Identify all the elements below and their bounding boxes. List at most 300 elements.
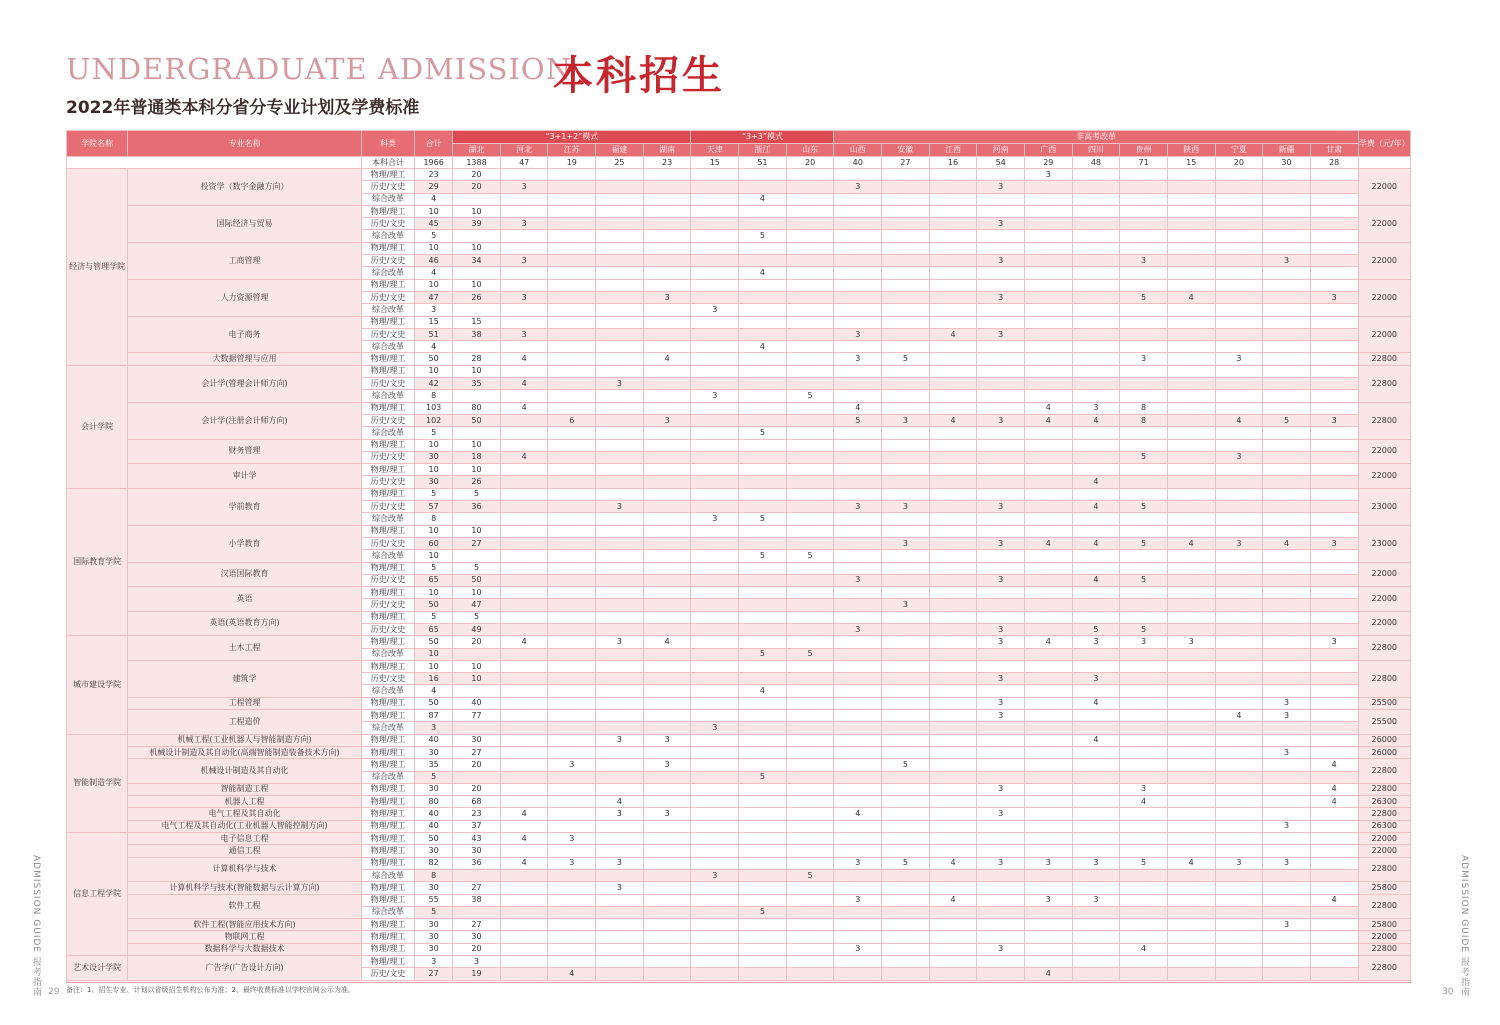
quota-cell <box>1120 869 1168 881</box>
subject-kind: 综合改革 <box>361 304 414 316</box>
subject-kind: 历史/文史 <box>361 181 414 193</box>
quota-cell <box>643 746 691 758</box>
quota-cell <box>548 513 596 525</box>
quota-cell: 20 <box>453 759 501 771</box>
quota-cell <box>1072 513 1120 525</box>
quota-cell <box>786 599 834 611</box>
quota-cell <box>1072 525 1120 537</box>
quota-cell <box>929 427 977 439</box>
quota-cell <box>786 759 834 771</box>
quota-cell <box>739 279 787 291</box>
quota-cell <box>1120 550 1168 562</box>
quota-cell <box>1072 193 1120 205</box>
quota-cell <box>929 931 977 943</box>
tuition-fee: 22800 <box>1358 365 1410 402</box>
quota-cell <box>1310 587 1358 599</box>
quota-cell <box>929 660 977 672</box>
major-name: 小学教育 <box>128 525 362 562</box>
quota-cell <box>548 648 596 660</box>
quota-cell <box>643 464 691 476</box>
quota-cell <box>1120 304 1168 316</box>
quota-cell <box>1072 365 1120 377</box>
major-name: 投资学（数字金融方向） <box>128 169 362 206</box>
quota-cell <box>786 169 834 181</box>
college-name: 城市建设学院 <box>67 636 128 734</box>
row-total: 5 <box>415 230 453 242</box>
quota-cell: 35 <box>453 378 501 390</box>
province-header: 浙江 <box>739 144 787 157</box>
quota-cell <box>1024 685 1072 697</box>
quota-cell <box>977 513 1025 525</box>
quota-cell <box>1263 685 1311 697</box>
table-row <box>67 365 1411 377</box>
table-row <box>67 710 1411 722</box>
quota-cell <box>1072 255 1120 267</box>
quota-cell: 4 <box>500 636 548 648</box>
quota-cell <box>1215 894 1263 906</box>
major-name: 计算机科学与技术(智能数据与云计算方向) <box>128 882 362 894</box>
quota-cell: 3 <box>1120 255 1168 267</box>
quota-cell <box>786 451 834 463</box>
row-total: 50 <box>415 353 453 365</box>
quota-cell: 5 <box>1120 451 1168 463</box>
quota-cell <box>1072 956 1120 968</box>
header-college: 学院名称 <box>67 131 128 157</box>
quota-cell <box>691 882 739 894</box>
quota-cell <box>929 378 977 390</box>
quota-cell: 3 <box>1310 291 1358 303</box>
quota-cell <box>786 943 834 955</box>
quota-cell <box>1263 808 1311 820</box>
quota-cell <box>691 341 739 353</box>
quota-cell <box>500 193 548 205</box>
quota-cell <box>786 230 834 242</box>
quota-cell: 10 <box>453 673 501 685</box>
table-row <box>67 759 1411 771</box>
quota-cell <box>977 562 1025 574</box>
quota-cell <box>643 697 691 709</box>
subject-kind: 物理/理工 <box>361 808 414 820</box>
row-total: 30 <box>415 783 453 795</box>
major-name: 会计学(管理会计师方向) <box>128 365 362 402</box>
quota-cell <box>1167 464 1215 476</box>
quota-cell: 4 <box>929 894 977 906</box>
quota-cell <box>691 857 739 869</box>
quota-cell <box>1310 255 1358 267</box>
quota-cell <box>596 439 644 451</box>
quota-cell <box>643 931 691 943</box>
quota-cell <box>1072 599 1120 611</box>
tuition-fee: 25500 <box>1358 710 1410 735</box>
subject-kind: 物理/理工 <box>361 759 414 771</box>
quota-cell <box>1215 464 1263 476</box>
quota-cell: 3 <box>596 378 644 390</box>
quota-cell: 10 <box>453 205 501 217</box>
quota-cell: 4 <box>1310 894 1358 906</box>
quota-cell <box>786 697 834 709</box>
quota-cell <box>1024 525 1072 537</box>
quota-cell <box>1167 550 1215 562</box>
quota-cell <box>1215 562 1263 574</box>
major-name: 机械设计制造及其自动化(高端智能制造装备技术方向) <box>128 746 362 758</box>
quota-cell: 3 <box>1024 894 1072 906</box>
quota-cell <box>1215 316 1263 328</box>
quota-cell <box>1167 205 1215 217</box>
quota-cell <box>1024 341 1072 353</box>
quota-cell <box>786 660 834 672</box>
summary-label: 本科合计 <box>361 157 414 169</box>
quota-cell <box>691 636 739 648</box>
row-total: 5 <box>415 488 453 500</box>
quota-cell <box>834 931 882 943</box>
quota-cell <box>596 341 644 353</box>
row-total: 47 <box>415 291 453 303</box>
quota-cell <box>1263 169 1311 181</box>
quota-cell <box>739 783 787 795</box>
subject-kind: 综合改革 <box>361 513 414 525</box>
quota-cell <box>739 255 787 267</box>
quota-cell <box>548 623 596 635</box>
quota-cell <box>1310 882 1358 894</box>
quota-cell <box>1263 353 1311 365</box>
quota-cell <box>596 304 644 316</box>
quota-cell <box>691 599 739 611</box>
quota-cell <box>739 623 787 635</box>
quota-cell <box>1310 857 1358 869</box>
quota-cell <box>596 599 644 611</box>
quota-cell <box>882 771 930 783</box>
quota-cell <box>739 316 787 328</box>
quota-cell <box>548 587 596 599</box>
quota-cell <box>500 316 548 328</box>
row-total: 10 <box>415 550 453 562</box>
quota-cell <box>1167 427 1215 439</box>
quota-cell <box>1310 943 1358 955</box>
quota-cell <box>739 353 787 365</box>
quota-cell <box>929 402 977 414</box>
quota-cell <box>882 279 930 291</box>
quota-cell: 15 <box>453 316 501 328</box>
quota-cell <box>882 476 930 488</box>
quota-cell: 5 <box>739 230 787 242</box>
quota-cell <box>1120 808 1168 820</box>
quota-cell <box>1072 550 1120 562</box>
quota-cell <box>882 513 930 525</box>
subject-kind: 历史/文史 <box>361 218 414 230</box>
row-total: 10 <box>415 648 453 660</box>
quota-cell <box>643 673 691 685</box>
quota-cell <box>1167 722 1215 734</box>
quota-cell <box>1263 660 1311 672</box>
quota-cell <box>500 845 548 857</box>
quota-cell <box>739 291 787 303</box>
quota-cell <box>548 537 596 549</box>
quota-cell <box>1167 242 1215 254</box>
quota-cell: 4 <box>500 857 548 869</box>
subject-kind: 综合改革 <box>361 771 414 783</box>
subject-kind: 历史/文史 <box>361 673 414 685</box>
quota-cell <box>548 402 596 414</box>
quota-cell <box>786 205 834 217</box>
quota-cell: 3 <box>643 808 691 820</box>
quota-cell <box>596 488 644 500</box>
quota-cell <box>548 710 596 722</box>
quota-cell <box>882 525 930 537</box>
table-row <box>67 808 1411 820</box>
row-total: 50 <box>415 833 453 845</box>
subject-kind: 历史/文史 <box>361 968 414 980</box>
quota-cell <box>596 390 644 402</box>
quota-cell <box>1120 956 1168 968</box>
subject-kind: 物理/理工 <box>361 943 414 955</box>
quota-cell <box>834 537 882 549</box>
quota-cell <box>786 956 834 968</box>
quota-cell: 5 <box>1120 537 1168 549</box>
quota-cell <box>1167 230 1215 242</box>
quota-cell <box>1215 402 1263 414</box>
quota-cell <box>596 697 644 709</box>
row-total: 4 <box>415 193 453 205</box>
quota-cell <box>739 833 787 845</box>
quota-cell: 3 <box>834 623 882 635</box>
quota-cell <box>1263 562 1311 574</box>
quota-cell: 27 <box>453 537 501 549</box>
quota-cell: 6 <box>548 414 596 426</box>
quota-cell: 50 <box>453 414 501 426</box>
tuition-fee: 22800 <box>1358 857 1410 882</box>
quota-cell <box>786 611 834 623</box>
quota-cell <box>1120 316 1168 328</box>
quota-cell <box>691 956 739 968</box>
quota-cell <box>596 906 644 918</box>
quota-cell <box>548 820 596 832</box>
quota-cell <box>1310 390 1358 402</box>
quota-cell <box>882 328 930 340</box>
quota-cell <box>1167 218 1215 230</box>
quota-cell <box>882 623 930 635</box>
subject-kind: 物理/理工 <box>361 857 414 869</box>
subject-kind: 物理/理工 <box>361 783 414 795</box>
quota-cell <box>1215 931 1263 943</box>
quota-cell <box>500 685 548 697</box>
quota-cell <box>500 587 548 599</box>
quota-cell <box>882 169 930 181</box>
quota-cell <box>500 365 548 377</box>
quota-cell <box>1167 587 1215 599</box>
quota-cell <box>1310 685 1358 697</box>
quota-cell <box>977 169 1025 181</box>
summary-value: 28 <box>1310 157 1358 169</box>
quota-cell <box>1310 734 1358 746</box>
quota-cell: 10 <box>453 587 501 599</box>
quota-cell <box>882 230 930 242</box>
quota-cell <box>977 464 1025 476</box>
quota-cell <box>1024 451 1072 463</box>
quota-cell <box>691 550 739 562</box>
quota-cell: 3 <box>882 599 930 611</box>
subject-kind: 物理/理工 <box>361 734 414 746</box>
quota-cell <box>1120 734 1168 746</box>
quota-cell <box>691 710 739 722</box>
quota-cell <box>1024 476 1072 488</box>
quota-cell <box>643 685 691 697</box>
quota-cell <box>1263 833 1311 845</box>
quota-cell <box>643 476 691 488</box>
row-total: 15 <box>415 316 453 328</box>
quota-cell <box>1024 587 1072 599</box>
quota-cell <box>1263 427 1311 439</box>
quota-cell <box>1024 660 1072 672</box>
quota-cell <box>500 710 548 722</box>
summary-value: 15 <box>1167 157 1215 169</box>
quota-cell <box>643 488 691 500</box>
quota-cell <box>834 833 882 845</box>
quota-cell <box>1263 501 1311 513</box>
quota-cell <box>786 574 834 586</box>
quota-cell <box>1072 943 1120 955</box>
quota-cell: 3 <box>1024 169 1072 181</box>
quota-cell <box>548 808 596 820</box>
quota-cell <box>1024 316 1072 328</box>
quota-cell <box>834 710 882 722</box>
quota-cell: 3 <box>500 218 548 230</box>
quota-cell <box>929 623 977 635</box>
quota-cell <box>786 304 834 316</box>
quota-cell <box>1215 181 1263 193</box>
quota-cell <box>1024 242 1072 254</box>
quota-cell <box>596 230 644 242</box>
tuition-fee: 26000 <box>1358 746 1410 758</box>
quota-cell <box>1215 476 1263 488</box>
quota-cell <box>643 181 691 193</box>
quota-cell <box>1072 341 1120 353</box>
quota-cell <box>548 365 596 377</box>
quota-cell <box>1024 218 1072 230</box>
quota-cell <box>596 611 644 623</box>
tuition-fee: 25500 <box>1358 697 1410 709</box>
subject-kind: 综合改革 <box>361 648 414 660</box>
quota-cell <box>691 279 739 291</box>
quota-cell: 47 <box>453 599 501 611</box>
quota-cell <box>1072 919 1120 931</box>
quota-cell <box>739 611 787 623</box>
quota-cell: 3 <box>1024 857 1072 869</box>
quota-cell <box>643 451 691 463</box>
quota-cell <box>1024 943 1072 955</box>
quota-cell <box>596 365 644 377</box>
quota-cell <box>739 894 787 906</box>
quota-cell <box>1072 808 1120 820</box>
quota-cell <box>1310 956 1358 968</box>
quota-cell <box>1215 746 1263 758</box>
quota-cell <box>1167 685 1215 697</box>
quota-cell <box>1120 427 1168 439</box>
quota-cell: 3 <box>977 537 1025 549</box>
quota-cell <box>691 562 739 574</box>
quota-cell <box>977 931 1025 943</box>
quota-cell: 4 <box>1072 537 1120 549</box>
quota-cell: 4 <box>1215 710 1263 722</box>
quota-cell <box>691 501 739 513</box>
quota-cell <box>1024 882 1072 894</box>
quota-cell <box>1263 267 1311 279</box>
quota-cell <box>1167 181 1215 193</box>
quota-cell <box>643 943 691 955</box>
quota-cell: 19 <box>453 968 501 980</box>
quota-cell <box>596 451 644 463</box>
quota-cell <box>691 353 739 365</box>
quota-cell <box>548 882 596 894</box>
quota-cell <box>1072 968 1120 980</box>
header-major: 专业名称 <box>128 131 362 157</box>
quota-cell <box>548 550 596 562</box>
major-name: 土木工程 <box>128 636 362 661</box>
quota-cell <box>596 427 644 439</box>
quota-cell <box>500 562 548 574</box>
row-total: 65 <box>415 574 453 586</box>
quota-cell <box>977 550 1025 562</box>
quota-cell <box>1215 808 1263 820</box>
quota-cell <box>739 439 787 451</box>
subject-kind: 综合改革 <box>361 390 414 402</box>
quota-cell <box>1120 722 1168 734</box>
province-header: 新疆 <box>1263 144 1311 157</box>
quota-cell <box>786 414 834 426</box>
quota-cell <box>1310 169 1358 181</box>
quota-cell <box>1024 746 1072 758</box>
quota-cell <box>1215 771 1263 783</box>
row-total: 57 <box>415 501 453 513</box>
quota-cell <box>596 820 644 832</box>
quota-cell <box>977 796 1025 808</box>
quota-cell <box>882 291 930 303</box>
quota-cell <box>929 562 977 574</box>
quota-cell: 20 <box>453 783 501 795</box>
province-header: 江苏 <box>548 144 596 157</box>
major-name: 汉语国际教育 <box>128 562 362 587</box>
quota-cell <box>1215 501 1263 513</box>
quota-cell <box>691 820 739 832</box>
quota-cell <box>786 919 834 931</box>
quota-cell <box>929 906 977 918</box>
quota-cell <box>1167 623 1215 635</box>
quota-cell <box>500 906 548 918</box>
quota-cell <box>1263 956 1311 968</box>
quota-cell <box>1263 230 1311 242</box>
quota-cell <box>882 906 930 918</box>
quota-cell: 3 <box>977 710 1025 722</box>
quota-cell: 3 <box>691 513 739 525</box>
row-total: 40 <box>415 820 453 832</box>
quota-cell <box>1167 956 1215 968</box>
row-total: 5 <box>415 906 453 918</box>
quota-cell <box>596 685 644 697</box>
quota-cell <box>453 304 501 316</box>
quota-cell <box>1072 931 1120 943</box>
quota-cell <box>1167 660 1215 672</box>
subject-kind: 物理/理工 <box>361 353 414 365</box>
quota-cell <box>500 919 548 931</box>
quota-cell: 3 <box>834 574 882 586</box>
quota-cell: 3 <box>977 255 1025 267</box>
row-total: 30 <box>415 882 453 894</box>
quota-cell <box>1215 611 1263 623</box>
quota-cell <box>834 550 882 562</box>
quota-cell: 4 <box>929 857 977 869</box>
row-total: 30 <box>415 451 453 463</box>
quota-cell <box>596 279 644 291</box>
quota-cell <box>977 611 1025 623</box>
